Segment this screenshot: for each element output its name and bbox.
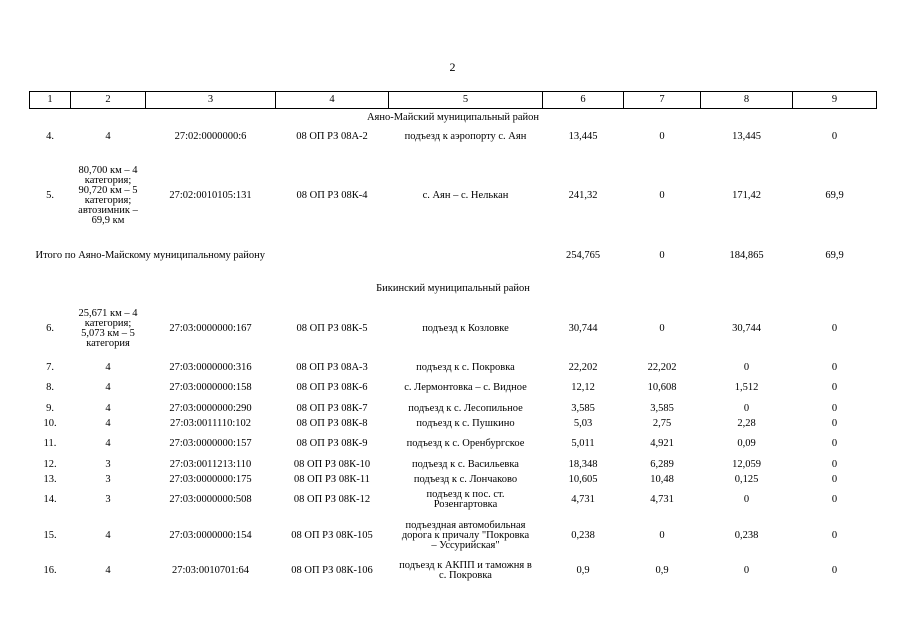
total-length: 5,03 bbox=[573, 417, 593, 429]
length-col8: 0 bbox=[743, 402, 750, 414]
table-row bbox=[30, 559, 877, 583]
total-length: 4,731 bbox=[571, 494, 595, 505]
road-category: 25,671 км – 4 категория; 5,073 км – 5 категория bbox=[78, 307, 138, 349]
road-name: подъезд к с. Васильевка bbox=[412, 458, 519, 470]
section-title: Аяно-Майский муниципальный район bbox=[366, 111, 540, 123]
cadastral-number: 27:03:0000000:316 bbox=[169, 361, 252, 373]
cadastral-number: 27:03:0000000:154 bbox=[169, 530, 252, 541]
table-row bbox=[30, 148, 877, 244]
total-label: Итого по Аяно-Майскому муниципальному району bbox=[35, 250, 265, 261]
road-category: 4 bbox=[105, 565, 111, 576]
table-row bbox=[30, 472, 877, 487]
road-id: 08 ОП РЗ 08К-7 bbox=[296, 402, 368, 414]
road-category: 4 bbox=[105, 402, 111, 414]
row-number: 5. bbox=[46, 190, 54, 201]
header-cell: 3 bbox=[146, 92, 276, 109]
section-title-row bbox=[30, 109, 877, 127]
total-length: 30,744 bbox=[568, 322, 598, 334]
road-name: с. Аян – с. Нелькан bbox=[422, 190, 509, 201]
length-col7: 0,9 bbox=[655, 565, 669, 576]
length-col8: 0,125 bbox=[734, 473, 759, 485]
header-cell: 6 bbox=[543, 92, 624, 109]
road-category: 80,700 км – 4 категория; 90,720 км – 5 категория; автозимник – 69,9 км bbox=[78, 165, 138, 226]
row-number: 7. bbox=[46, 361, 54, 373]
length-col7: 0 bbox=[659, 190, 665, 201]
table-row bbox=[30, 487, 877, 513]
road-category: 4 bbox=[105, 382, 111, 393]
row-number: 9. bbox=[46, 402, 54, 414]
table-body bbox=[30, 92, 877, 584]
road-name: подъезд к Козловке bbox=[422, 322, 509, 334]
road-id: 08 ОП РЗ 08А-2 bbox=[296, 131, 368, 142]
length-col9: 0 bbox=[831, 473, 838, 485]
row-number: 12. bbox=[43, 458, 57, 470]
length-col9: 0 bbox=[831, 131, 838, 142]
row-number: 13. bbox=[43, 473, 57, 485]
table-row bbox=[30, 416, 877, 431]
road-category: 4 bbox=[105, 530, 111, 541]
length-col9: 0 bbox=[831, 417, 838, 429]
road-name: подъезд к АКПП и таможня в с. Покровка bbox=[399, 560, 532, 581]
length-col7: 3,585 bbox=[650, 402, 674, 414]
length-col9: 0 bbox=[831, 458, 838, 470]
cadastral-number: 27:03:0011213:110 bbox=[169, 458, 252, 470]
roads-table bbox=[29, 91, 877, 583]
length-col7: 4,921 bbox=[650, 438, 674, 449]
total-length: 254,765 bbox=[565, 250, 601, 261]
header-cell: 8 bbox=[701, 92, 793, 109]
cadastral-number: 27:03:0000000:167 bbox=[169, 322, 252, 334]
length-col8: 0,09 bbox=[737, 438, 756, 449]
length-col9: 0 bbox=[831, 438, 838, 449]
length-col9: 0 bbox=[831, 565, 838, 576]
road-id: 08 ОП РЗ 08К-9 bbox=[296, 438, 368, 449]
road-category: 4 bbox=[105, 361, 111, 373]
header-cell: 2 bbox=[71, 92, 146, 109]
road-name: подъезд к с. Покровка bbox=[416, 361, 515, 373]
header-cell: 5 bbox=[389, 92, 543, 109]
header-cell: 7 bbox=[624, 92, 701, 109]
total-length: 0,9 bbox=[576, 565, 590, 576]
road-name: с. Лермонтовка – с. Видное bbox=[404, 382, 527, 393]
spacer-row bbox=[30, 268, 877, 280]
length-col7: 10,48 bbox=[650, 473, 674, 485]
road-name: подъезд к пос. ст. Розенгартовка bbox=[426, 489, 505, 510]
row-number: 10. bbox=[43, 417, 57, 429]
length-col9: 0 bbox=[831, 322, 838, 334]
length-col7: 2,75 bbox=[652, 417, 672, 429]
road-name: подъездная автомобильная дорога к причалу "Покровка – Уссурийская" bbox=[401, 520, 530, 551]
total-length: 22,202 bbox=[568, 361, 598, 373]
length-col9: 0 bbox=[831, 402, 838, 414]
length-col8: 1,512 bbox=[734, 382, 759, 393]
header-cell: 9 bbox=[793, 92, 877, 109]
section-title: Бикинский муниципальный район bbox=[376, 282, 530, 294]
length-col8: 0 bbox=[743, 565, 750, 576]
total-length: 3,585 bbox=[571, 402, 595, 414]
road-category: 3 bbox=[105, 494, 111, 505]
length-col9: 0 bbox=[831, 382, 838, 393]
row-number: 14. bbox=[43, 494, 57, 505]
length-col9: 69,9 bbox=[825, 250, 844, 261]
road-id: 08 ОП РЗ 08К-10 bbox=[293, 458, 371, 470]
table-row bbox=[30, 375, 877, 401]
cadastral-number: 27:03:0011110:102 bbox=[169, 417, 252, 429]
cadastral-number: 27:02:0010105:131 bbox=[169, 190, 252, 201]
length-col7: 0 bbox=[659, 530, 665, 541]
row-number: 15. bbox=[43, 530, 57, 541]
row-number: 8. bbox=[46, 382, 54, 393]
road-category: 3 bbox=[105, 458, 111, 470]
length-col7: 22,202 bbox=[647, 361, 677, 373]
total-length: 13,445 bbox=[568, 131, 598, 142]
road-id: 08 ОП РЗ 08К-12 bbox=[293, 494, 371, 505]
total-length: 12,12 bbox=[571, 382, 595, 393]
table-row bbox=[30, 431, 877, 457]
length-col7: 4,731 bbox=[650, 494, 674, 505]
road-id: 08 ОП РЗ 08К-105 bbox=[291, 530, 373, 541]
road-category: 3 bbox=[105, 473, 111, 485]
table-row bbox=[30, 457, 877, 472]
road-category: 4 bbox=[105, 417, 111, 429]
length-col8: 184,865 bbox=[729, 250, 764, 261]
road-id: 08 ОП РЗ 08К-11 bbox=[294, 473, 370, 485]
table-row bbox=[30, 360, 877, 375]
length-col8: 0,238 bbox=[734, 530, 759, 541]
total-row bbox=[30, 244, 877, 268]
table-row bbox=[30, 513, 877, 559]
header-cell: 1 bbox=[30, 92, 71, 109]
length-col8: 0 bbox=[743, 361, 750, 373]
length-col7: 6,289 bbox=[650, 458, 674, 470]
road-id: 08 ОП РЗ 08К-106 bbox=[291, 565, 373, 576]
cadastral-number: 27:03:0000000:508 bbox=[169, 494, 252, 505]
length-col9: 0 bbox=[831, 361, 838, 373]
row-number: 4. bbox=[46, 131, 54, 142]
section-title-row bbox=[30, 280, 877, 297]
cadastral-number: 27:02:0000000:6 bbox=[174, 131, 247, 142]
road-category: 4 bbox=[105, 438, 111, 449]
cadastral-number: 27:03:0010701:64 bbox=[171, 565, 249, 576]
total-length: 18,348 bbox=[568, 458, 598, 470]
cadastral-number: 27:03:0000000:175 bbox=[169, 473, 252, 485]
row-number: 6. bbox=[46, 322, 54, 334]
road-id: 08 ОП РЗ 08К-6 bbox=[296, 382, 368, 393]
total-length: 0,238 bbox=[571, 530, 595, 541]
length-col9: 69,9 bbox=[825, 190, 844, 201]
length-col9: 0 bbox=[831, 494, 838, 505]
length-col7: 0 bbox=[659, 322, 665, 334]
road-name: подъезд к с. Лесопильное bbox=[408, 402, 523, 414]
table-row bbox=[30, 297, 877, 360]
total-length: 5,011 bbox=[571, 438, 595, 449]
road-name: подъезд к с. Оренбургское bbox=[406, 438, 525, 449]
length-col8: 30,744 bbox=[732, 322, 761, 334]
road-name: подъезд к с. Лончаково bbox=[413, 473, 518, 485]
road-id: 08 ОП РЗ 08А-3 bbox=[296, 361, 368, 373]
length-col7: 0 bbox=[659, 250, 665, 261]
road-id: 08 ОП РЗ 08К-5 bbox=[296, 322, 368, 334]
cadastral-number: 27:03:0000000:158 bbox=[169, 382, 252, 393]
header-cell: 4 bbox=[276, 92, 389, 109]
road-category: 4 bbox=[105, 131, 111, 142]
length-col9: 0 bbox=[831, 530, 838, 541]
length-col8: 2,28 bbox=[737, 417, 756, 429]
road-name: подъезд к с. Пушкино bbox=[416, 417, 515, 429]
length-col8: 12,059 bbox=[732, 458, 761, 470]
length-col7: 0 bbox=[659, 131, 665, 142]
table-row bbox=[30, 401, 877, 416]
road-name: подъезд к аэропорту с. Аян bbox=[404, 131, 527, 142]
cadastral-number: 27:03:0000000:157 bbox=[169, 438, 252, 449]
total-length: 241,32 bbox=[568, 190, 598, 201]
length-col8: 171,42 bbox=[732, 190, 761, 201]
length-col8: 13,445 bbox=[732, 131, 761, 142]
row-number: 11. bbox=[43, 438, 57, 449]
road-id: 08 ОП РЗ 08К-8 bbox=[296, 417, 368, 429]
total-length: 10,605 bbox=[568, 473, 598, 485]
header-row bbox=[30, 92, 877, 109]
cadastral-number: 27:03:0000000:290 bbox=[169, 402, 252, 414]
page-number: 2 bbox=[449, 60, 456, 74]
length-col8: 0 bbox=[743, 494, 750, 505]
table-row bbox=[30, 126, 877, 148]
row-number: 16. bbox=[43, 565, 57, 576]
road-id: 08 ОП РЗ 08К-4 bbox=[296, 190, 368, 201]
length-col7: 10,608 bbox=[647, 382, 677, 393]
